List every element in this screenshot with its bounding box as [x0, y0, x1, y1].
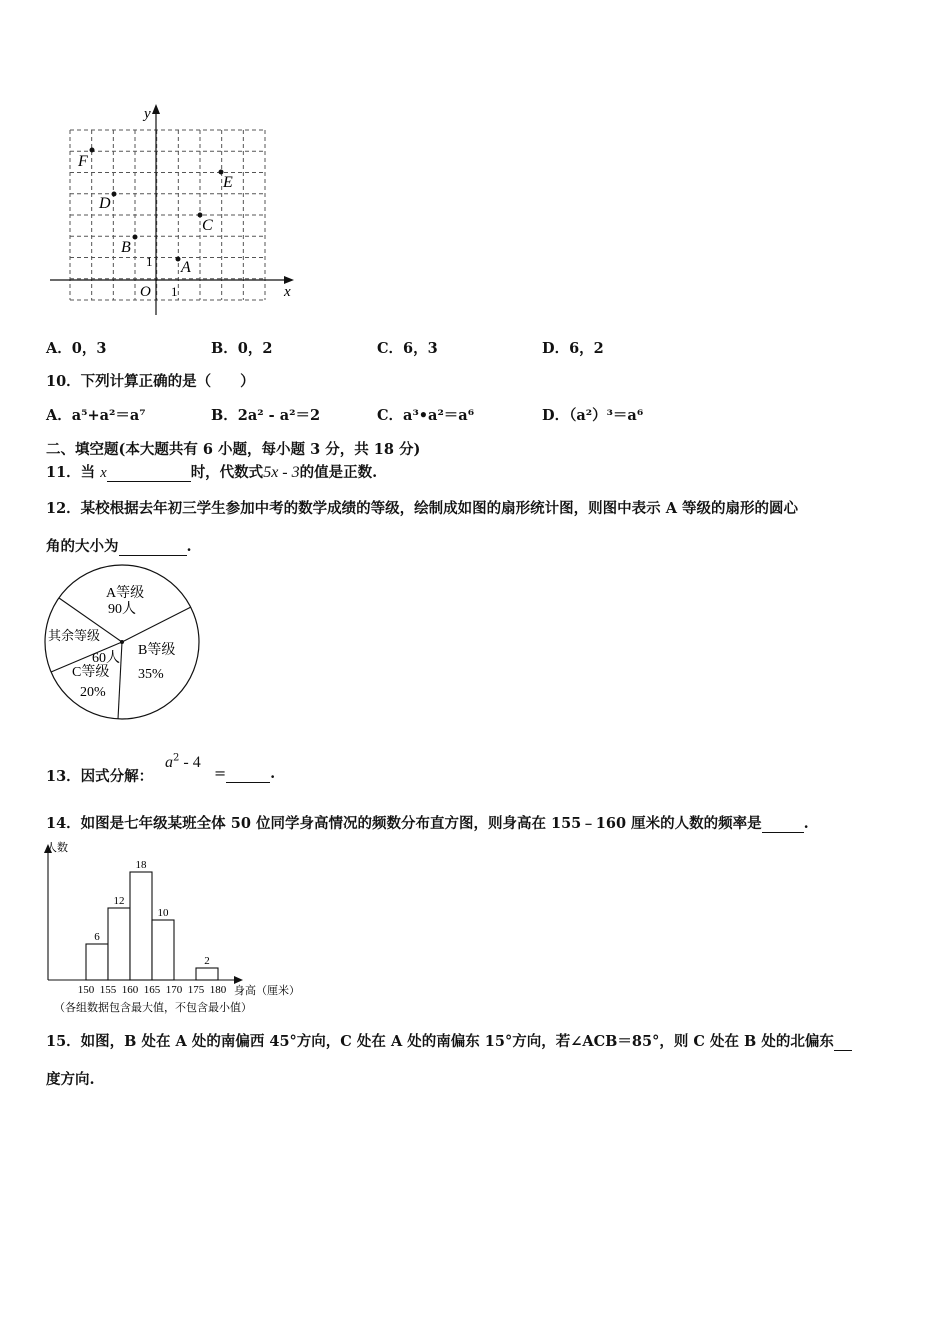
- option-text: 0，3: [71, 340, 107, 357]
- hist-data-label: 2: [204, 955, 210, 967]
- point-a-label: A: [181, 259, 191, 276]
- section-2-title: 二、填空题(本大题共有 6 小题，每小题 3 分，共 18 分): [46, 441, 421, 458]
- point-f: [90, 148, 95, 153]
- hist-tick-label: 155: [99, 984, 117, 996]
- q11: [46, 461, 377, 482]
- point-f-label: F: [78, 153, 88, 170]
- hist-data-label: 6: [94, 931, 100, 943]
- option-text: 6，2: [569, 340, 604, 357]
- point-b-label: B: [121, 239, 131, 256]
- hist-tick-label: 150: [77, 984, 95, 996]
- pie-label-a-value: 90人: [108, 602, 136, 617]
- option-text: 2a² - a²＝2: [237, 407, 321, 424]
- q13-exponent: 2: [173, 752, 180, 764]
- pie-label-b-value: 35%: [138, 667, 164, 682]
- q13-answer-line: [214, 765, 275, 783]
- q10-option-a[interactable]: [46, 404, 146, 425]
- q9-option-c[interactable]: [377, 337, 438, 358]
- q15-line-1: [46, 1030, 852, 1051]
- option-key: D．: [542, 340, 570, 357]
- hist-x-arrow-icon: [234, 976, 243, 984]
- option-text: 0，2: [237, 340, 273, 357]
- q13-equals: =: [214, 766, 227, 782]
- pie-label-b-name: B等级: [138, 643, 176, 658]
- hist-y-label: 人数: [46, 842, 68, 854]
- hist-data-label: 12: [113, 895, 125, 907]
- q11-suffix: 的值是正数.: [299, 464, 378, 481]
- q14-answer-blank[interactable]: [762, 815, 804, 833]
- option-text: （a²）³＝a⁶: [569, 407, 644, 424]
- hist-tick-label: 160: [121, 984, 139, 996]
- q15-line-2: 度方向.: [46, 1071, 95, 1088]
- origin-label: O: [140, 284, 151, 300]
- hist-bar-180-185: [196, 968, 218, 980]
- point-d-label: D: [99, 195, 111, 212]
- pie-label-other-name: 其余等级: [48, 628, 101, 643]
- option-text: a⁵+a²＝a⁷: [71, 407, 146, 424]
- x-unit-label: 1: [171, 284, 178, 299]
- option-key: A．: [46, 407, 72, 424]
- q9-option-a[interactable]: [46, 337, 106, 358]
- q10-option-b[interactable]: [211, 404, 320, 425]
- q11-expression: 5x - 3: [263, 464, 300, 481]
- y-axis-arrow-icon: [152, 104, 160, 114]
- q9-option-b[interactable]: [211, 337, 272, 358]
- hist-bar-170-175: [152, 920, 174, 980]
- q13: [46, 765, 153, 786]
- q14-text: 14．如图是七年级某班全体 50 位同学身高情况的频数分布直方图，则身高在 155﹣160 厘米的人数的频率是: [46, 815, 762, 832]
- q11-answer-blank[interactable]: [107, 464, 191, 482]
- hist-x-label: 身高（厘米）: [234, 985, 300, 997]
- q15-line-1-text: 15．如图，B 处在 A 处的南偏西 45°方向，C 处在 A 处的南偏东 15°方向，若∠ACB＝85°，则 C 处在 B 处的北偏东: [46, 1033, 834, 1050]
- q14-end: .: [803, 815, 809, 832]
- q11-variable: x: [100, 465, 107, 481]
- q15-answer-blank[interactable]: [834, 1033, 852, 1051]
- hist-bars: [86, 859, 218, 980]
- hist-bar-160-165: [108, 908, 130, 980]
- point-d: [112, 192, 117, 197]
- grid-lines: [70, 130, 265, 300]
- q14-histogram: [40, 838, 320, 1018]
- q13-prefix: 13．因式分解：: [46, 768, 154, 785]
- y-axis-label: y: [144, 106, 151, 122]
- pie-label-a-name: A等级: [106, 586, 145, 601]
- hist-tick-label: 175: [187, 984, 205, 996]
- q13-base: a: [165, 754, 173, 771]
- q10-stem: 10．下列计算正确的是（ ）: [46, 373, 255, 390]
- hist-tick-label: 170: [165, 984, 183, 996]
- hist-tick-label: 180: [209, 984, 227, 996]
- pie-label-c-value: 20%: [80, 685, 106, 700]
- q12-answer-blank[interactable]: [119, 538, 187, 556]
- q12-end: .: [186, 538, 192, 555]
- point-a: [176, 257, 181, 262]
- hist-data-label: 18: [135, 859, 147, 871]
- q11-mid: 时，代数式: [190, 464, 264, 481]
- q12-line-1: 12．某校根据去年初三学生参加中考的数学成绩的等级，绘制成如图的扇形统计图，则图中表示 A 等级的扇形的圆心: [46, 500, 799, 517]
- option-key: C．: [377, 340, 404, 357]
- option-key: A．: [46, 340, 72, 357]
- hist-tick-label: 165: [143, 984, 161, 996]
- q12-line-2-text: 角的大小为: [46, 538, 119, 555]
- q13-expression: [165, 752, 201, 772]
- pie-center: [120, 640, 124, 644]
- q9-option-d[interactable]: [542, 337, 604, 358]
- hist-note: （各组数据包含最大值，不包含最小值）: [54, 1002, 252, 1014]
- x-axis-label: x: [284, 284, 291, 300]
- q12-line-2: [46, 535, 192, 556]
- q13-end: .: [270, 765, 276, 782]
- q12-pie-chart: [40, 562, 210, 727]
- point-c-label: C: [202, 217, 213, 234]
- hist-bar-165-170: [130, 872, 152, 980]
- q10-option-d[interactable]: [542, 404, 643, 425]
- q11-prefix: 11．当: [46, 464, 96, 481]
- hist-data-label: 10: [157, 907, 169, 919]
- option-text: 6，3: [403, 340, 438, 357]
- option-text: a³•a²＝a⁶: [403, 407, 475, 424]
- q13-rest: - 4: [179, 754, 201, 771]
- q14: [46, 812, 809, 833]
- option-key: B．: [211, 407, 238, 424]
- option-key: C．: [377, 407, 404, 424]
- coordinate-grid-figure: [40, 100, 310, 325]
- y-unit-label: 1: [146, 254, 153, 269]
- x-axis-arrow-icon: [284, 276, 294, 284]
- point-b: [133, 235, 138, 240]
- point-e-label: E: [223, 174, 233, 191]
- hist-bar-155-160: [86, 944, 108, 980]
- option-key: B．: [211, 340, 238, 357]
- q13-answer-blank[interactable]: [226, 765, 270, 783]
- q10-option-c[interactable]: [377, 404, 474, 425]
- hist-ticks: [78, 984, 227, 996]
- pie-label-other-value: 60人: [92, 651, 120, 666]
- pie-label-c-name: C等级: [72, 665, 110, 680]
- option-key: D．: [542, 407, 570, 424]
